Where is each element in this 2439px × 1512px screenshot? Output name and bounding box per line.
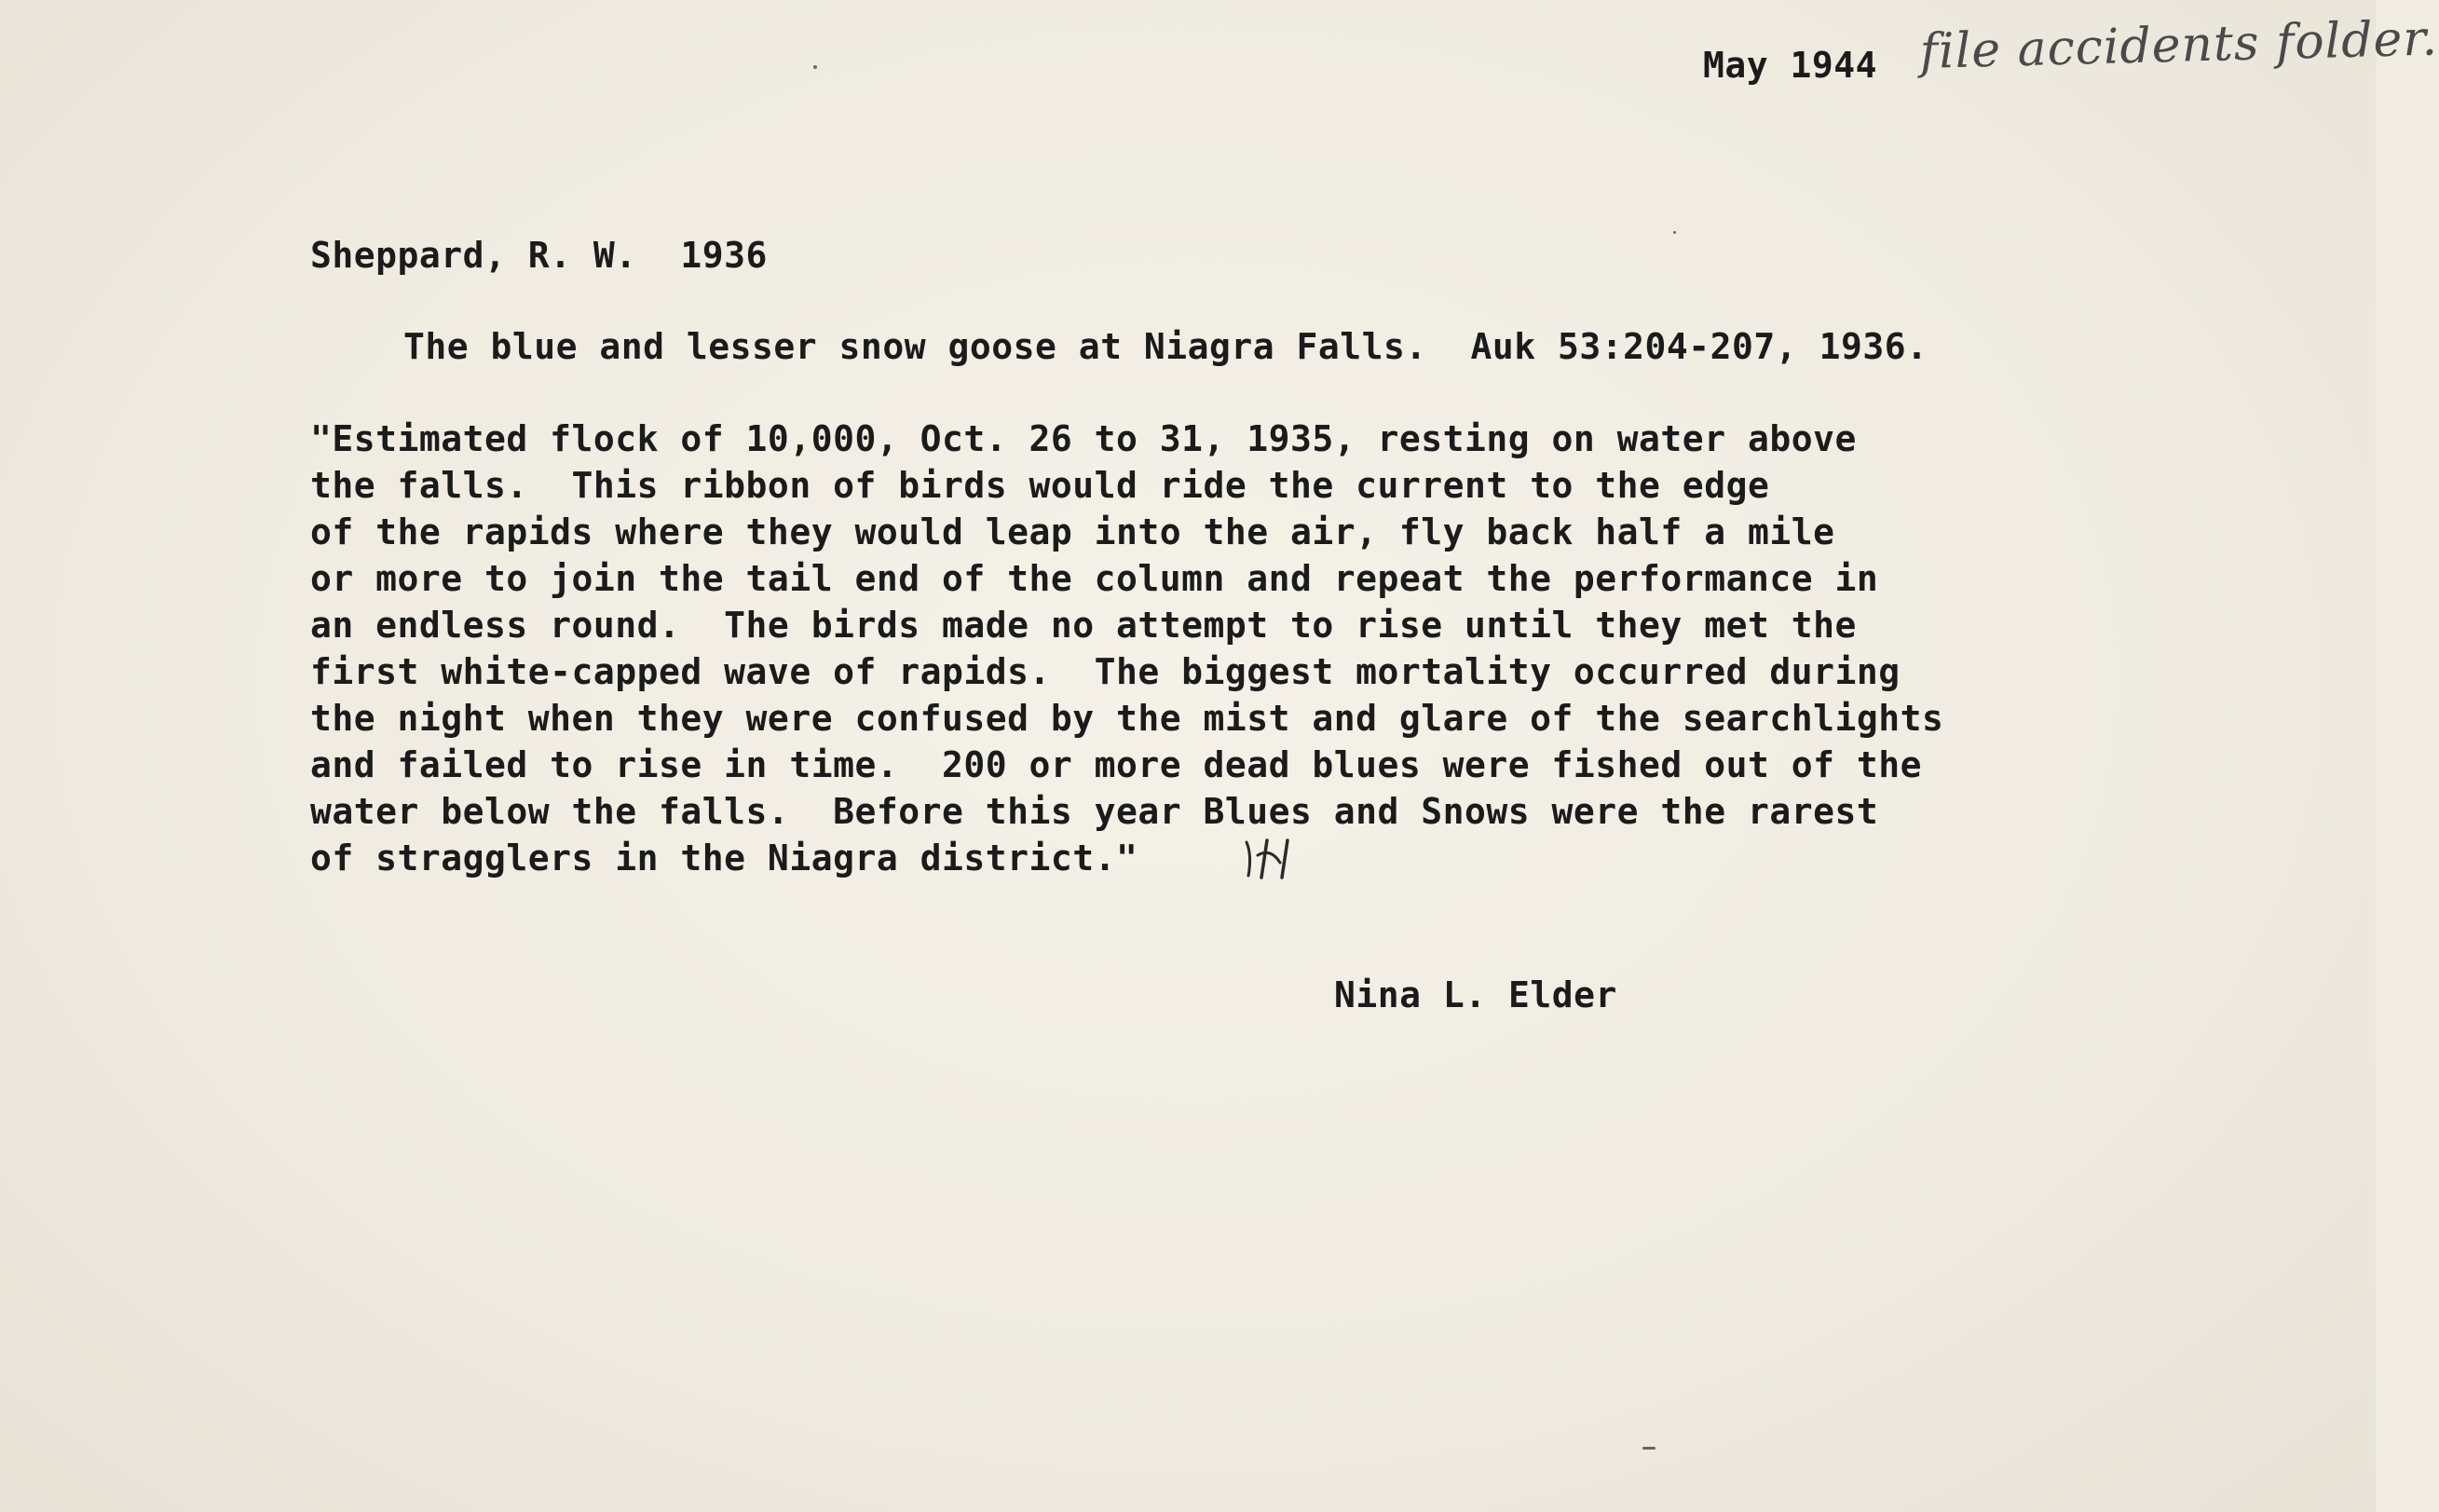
author-line: Sheppard, R. W. 1936 bbox=[310, 235, 768, 276]
handwritten-initials-mark bbox=[1239, 835, 1314, 881]
quote-line: the falls. This ribbon of birds would ride the current to the edge bbox=[310, 465, 1770, 506]
quote-line: the night when they were confused by the mist and glare of the searchlights bbox=[310, 698, 1944, 739]
handwritten-note: file accidents folder. bbox=[1919, 10, 2439, 80]
paper-speck bbox=[813, 65, 817, 69]
quote-line: first white-capped wave of rapids. The biggest mortality occurred during bbox=[310, 651, 1901, 692]
quote-line: of the rapids where they would leap into the air, fly back half a mile bbox=[310, 511, 1835, 552]
quote-line: of stragglers in the Niagra district." bbox=[310, 838, 1138, 879]
document-date: May 1944 bbox=[1703, 45, 1878, 86]
quote-line: water below the falls. Before this year Blues and Snows were the rarest bbox=[310, 791, 1879, 832]
citation-line: The blue and lesser snow goose at Niagra Falls. Auk 53:204-207, 1936. bbox=[403, 326, 1928, 367]
paper-speck bbox=[1673, 231, 1676, 234]
quote-line: "Estimated flock of 10,000, Oct. 26 to 31, 1935, resting on water above bbox=[310, 418, 1857, 459]
quote-line: and failed to rise in time. 200 or more dead blues were fished out of the bbox=[310, 744, 1922, 785]
paper-speck bbox=[1642, 1447, 1656, 1450]
quote-line: an endless round. The birds made no attempt to rise until they met the bbox=[310, 605, 1857, 646]
quote-line: or more to join the tail end of the column and repeat the performance in bbox=[310, 558, 1879, 599]
signature-name: Nina L. Elder bbox=[1334, 974, 1617, 1015]
quote-paragraph bbox=[310, 415, 1943, 881]
